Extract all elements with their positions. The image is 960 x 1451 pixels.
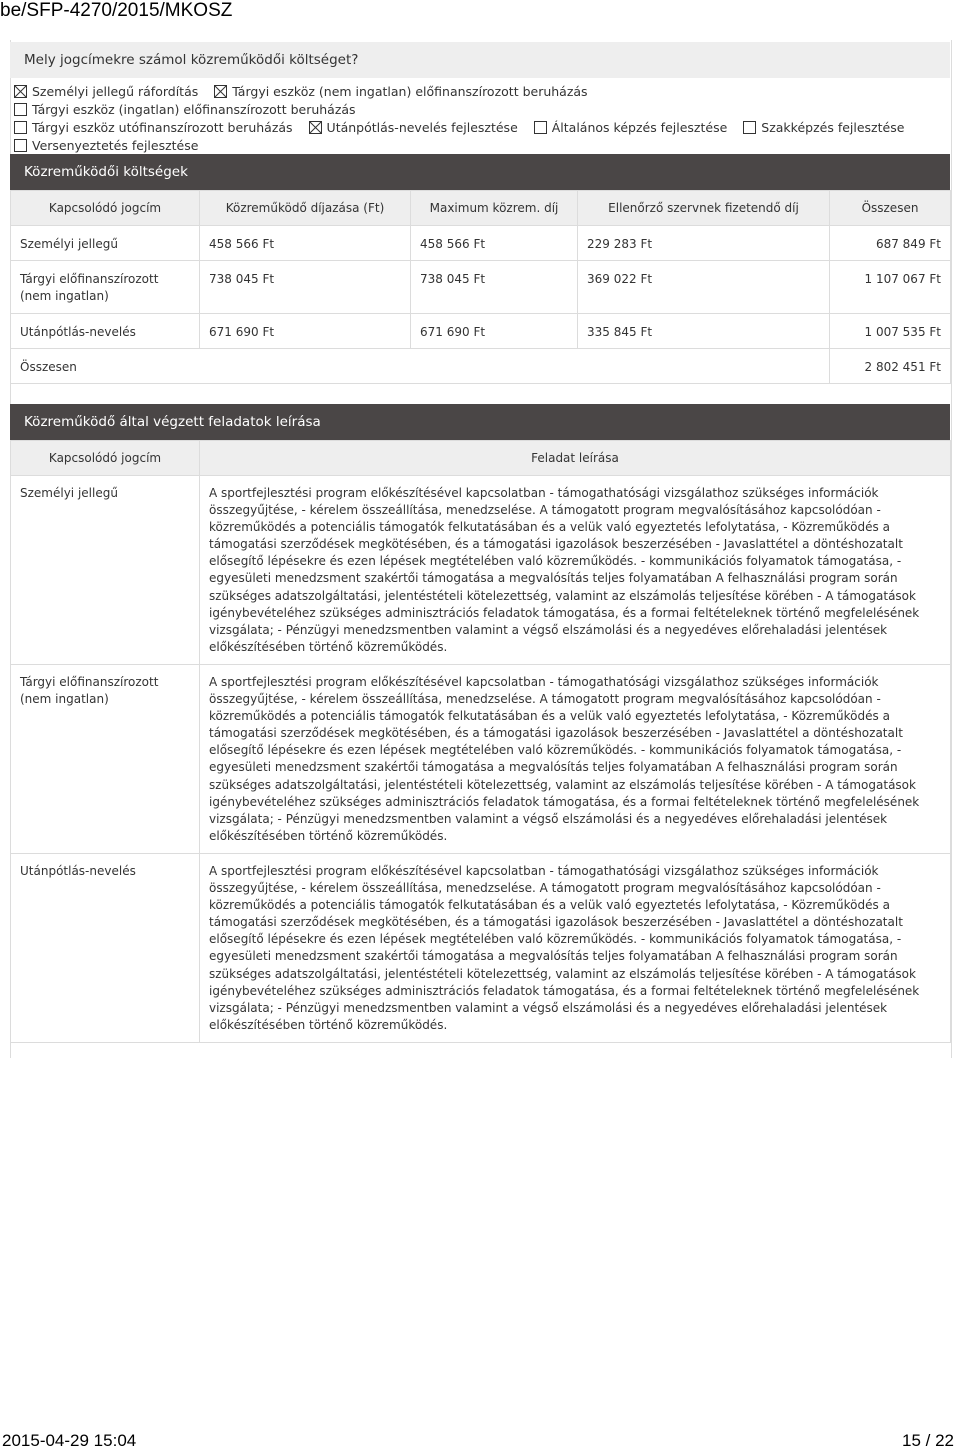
checkbox-item[interactable]: Szakképzés fejlesztése — [743, 119, 904, 137]
checkbox-item[interactable]: Tárgyi eszköz utófinanszírozott beruházás — [14, 119, 293, 137]
cell-leiras: A sportfejlesztési program előkészítésével kapcsolatban - támogathatósági vizsgálathoz szükséges információk összegyűjtése, - kérelem összeállítása, menedzselése. A támogatott program megvalósításához kapcsolódóan - közreműködés a potenciális támogatók felkutatásában és a velük való egyeztetés lefolytatása, - Közreműködés a támogatási szerződések megkötésében, és a támogatási igazolások beszerzésében - Javaslattétel a döntéshozatalt elősegítő lépésekre és ezen lépések megtételében való közreműködés. - kommunikációs folyamatok támogatása, - egyesületi menedzsment szakértői támogatása a megvalósítás teljes folyamatában A felhasználási program során szükséges adatszolgáltatási, jelentéstételi kötelezettség, valamint az elszámolás teljesítése körében - A támogatások igénybevételéhez szükséges adminisztrációs feladatok támogatása, és a formai feltételeknek történő megfelelésének vizsgálata; - Pénzügyi menedzsmentben valamint a végső elszámolási és a negyedéves előrehaladási jelentések előkészítésében történő közreműködés. — [200, 476, 951, 665]
table-row — [11, 476, 951, 665]
checkbox-icon[interactable] — [534, 121, 547, 134]
total-value: 2 802 451 Ft — [830, 349, 951, 384]
checkbox-icon[interactable] — [743, 121, 756, 134]
checkbox-icon[interactable] — [14, 121, 27, 134]
total-row — [11, 349, 951, 384]
jogcim-checkbox-group — [14, 83, 944, 155]
checkbox-item[interactable]: Versenyeztetés fejlesztése — [14, 137, 198, 155]
cell-osszesen: 1 007 535 Ft — [830, 314, 951, 349]
cell-jogcim: Személyi jellegű — [11, 226, 200, 261]
cell-ellenorzo: 369 022 Ft — [578, 261, 830, 314]
cell-max: 738 045 Ft — [411, 261, 578, 314]
checkbox-x-mark-icon — [310, 122, 321, 133]
table-row — [11, 261, 951, 314]
cell-osszesen: 1 107 067 Ft — [830, 261, 951, 314]
cell-leiras: A sportfejlesztési program előkészítésével kapcsolatban - támogathatósági vizsgálathoz szükséges információk összegyűjtése, - kérelem összeállítása, menedzselése. A támogatott program megvalósításához kapcsolódóan - közreműködés a potenciális támogatók felkutatásában és a velük való egyeztetés lefolytatása, - Közreműködés a támogatási szerződések megkötésében, és a támogatási igazolások beszerzésében - Javaslattétel a döntéshozatalt elősegítő lépésekre és ezen lépések megtételében való közreműködés. - kommunikációs folyamatok támogatása, - egyesületi menedzsment szakértői támogatása a megvalósítás teljes folyamatában A felhasználási program során szükséges adatszolgáltatási, jelentéstételi kötelezettség, valamint az elszámolás teljesítése körében - A támogatások igénybevételéhez szükséges adminisztrációs feladatok támogatása, és a formai feltételeknek történő megfelelésének vizsgálata; - Pénzügyi menedzsmentben valamint a végső elszámolási és a negyedéves előrehaladási jelentések előkészítésében történő közreműködés. — [200, 854, 951, 1043]
checkbox-item[interactable]: Tárgyi eszköz (nem ingatlan) előfinanszírozott beruházás — [214, 83, 587, 101]
costs-header-row — [11, 191, 951, 226]
col-header: Kapcsolódó jogcím — [11, 441, 200, 476]
col-header: Ellenőrző szervnek fizetendő díj — [578, 191, 830, 226]
checkbox-x-mark-icon — [15, 86, 26, 97]
costs-section-title: Közreműködői költségek — [10, 154, 950, 190]
tasks-section-title: Közreműködő által végzett feladatok leírása — [10, 404, 950, 440]
footer-timestamp: 2015-04-29 15:04 — [2, 1431, 137, 1450]
total-label: Összesen — [11, 349, 830, 384]
checkbox-icon[interactable] — [309, 121, 322, 134]
col-header: Feladat leírása — [200, 441, 951, 476]
costs-table — [10, 190, 951, 384]
cell-dij: 458 566 Ft — [200, 226, 411, 261]
checkbox-x-mark-icon — [215, 86, 226, 97]
document-id: be/SFP-4270/2015/MKOSZ — [0, 0, 233, 21]
cell-max: 671 690 Ft — [411, 314, 578, 349]
checkbox-icon[interactable] — [14, 139, 27, 152]
cell-jogcim: Utánpótlás-nevelés — [11, 854, 200, 1043]
cell-jogcim: Személyi jellegű — [11, 476, 200, 665]
question-heading: Mely jogcímekre számol közreműködői költséget? — [10, 42, 950, 78]
cell-max: 458 566 Ft — [411, 226, 578, 261]
col-header: Maximum közrem. díj — [411, 191, 578, 226]
table-row — [11, 314, 951, 349]
table-row — [11, 665, 951, 854]
checkbox-icon[interactable] — [14, 85, 27, 98]
cell-ellenorzo: 229 283 Ft — [578, 226, 830, 261]
checkbox-item[interactable]: Utánpótlás-nevelés fejlesztése — [309, 119, 518, 137]
checkbox-icon[interactable] — [14, 103, 27, 116]
col-header: Közreműködő díjazása (Ft) — [200, 191, 411, 226]
cell-jogcim: Tárgyi előfinanszírozott (nem ingatlan) — [11, 261, 200, 314]
table-row — [11, 226, 951, 261]
checkbox-item[interactable]: Általános képzés fejlesztése — [534, 119, 728, 137]
tasks-header-row — [11, 441, 951, 476]
table-row — [11, 854, 951, 1043]
cell-osszesen: 687 849 Ft — [830, 226, 951, 261]
checkbox-item[interactable]: Tárgyi eszköz (ingatlan) előfinanszírozott beruházás — [14, 101, 356, 119]
cell-dij: 671 690 Ft — [200, 314, 411, 349]
cell-jogcim: Utánpótlás-nevelés — [11, 314, 200, 349]
checkbox-item[interactable]: Személyi jellegű ráfordítás — [14, 83, 198, 101]
col-header: Kapcsolódó jogcím — [11, 191, 200, 226]
cell-dij: 738 045 Ft — [200, 261, 411, 314]
checkbox-icon[interactable] — [214, 85, 227, 98]
cell-jogcim: Tárgyi előfinanszírozott (nem ingatlan) — [11, 665, 200, 854]
col-header: Összesen — [830, 191, 951, 226]
footer-page-number: 15 / 22 — [902, 1431, 954, 1450]
cell-ellenorzo: 335 845 Ft — [578, 314, 830, 349]
tasks-table — [10, 440, 951, 1043]
cell-leiras: A sportfejlesztési program előkészítésével kapcsolatban - támogathatósági vizsgálathoz szükséges információk összegyűjtése, - kérelem összeállítása, menedzselése. A támogatott program megvalósításához kapcsolódóan - közreműködés a potenciális támogatók felkutatásában és a velük való egyeztetés lefolytatása, - Közreműködés a támogatási szerződések megkötésében, és a támogatási igazolások beszerzésében - Javaslattétel a döntéshozatalt elősegítő lépésekre és ezen lépések megtételében való közreműködés. - kommunikációs folyamatok támogatása, - egyesületi menedzsment szakértői támogatása a megvalósítás teljes folyamatában A felhasználási program során szükséges adatszolgáltatási, jelentéstételi kötelezettség, valamint az elszámolás teljesítése körében - A támogatások igénybevételéhez szükséges adminisztrációs feladatok támogatása, és a formai feltételeknek történő megfelelésének vizsgálata; - Pénzügyi menedzsmentben valamint a végső elszámolási és a negyedéves előrehaladási jelentések előkészítésében történő közreműködés. — [200, 665, 951, 854]
